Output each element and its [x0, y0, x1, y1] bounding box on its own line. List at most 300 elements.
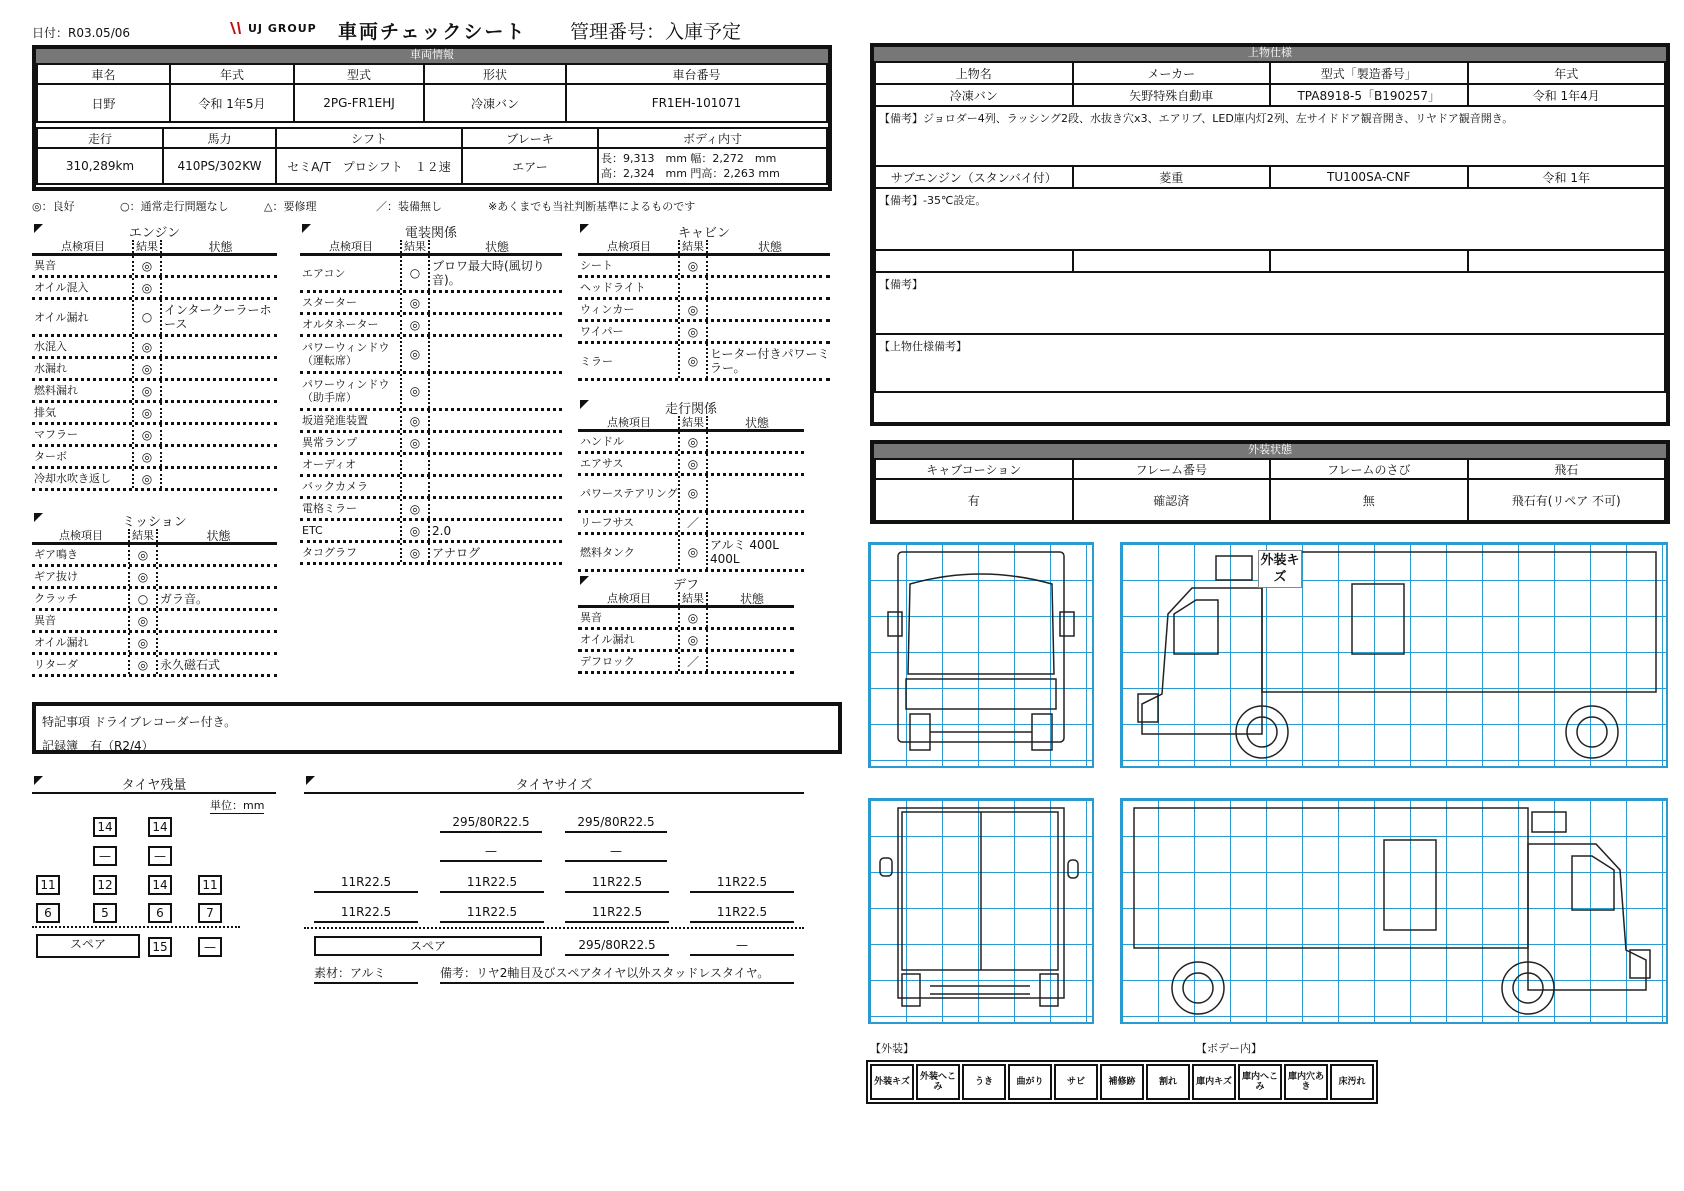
td-body-name: 冷凍バン	[875, 84, 1073, 106]
check-item: オルタネーター	[302, 318, 379, 331]
td-chassis: FR1EH-101071	[566, 84, 827, 122]
th-chipping: 飛石	[1468, 459, 1666, 479]
check-item: パワーウィンドウ（運転席）	[302, 341, 390, 367]
col-result: 結果	[678, 416, 708, 429]
check-result: ◎	[132, 447, 162, 466]
check-row	[300, 374, 562, 411]
check-row	[300, 315, 562, 337]
col-result: 結果	[132, 240, 162, 253]
check-row	[578, 476, 804, 513]
check-result: ◎	[132, 278, 162, 297]
check-result: ◎	[132, 359, 162, 378]
tire-remain-4d: 7	[198, 903, 222, 923]
check-result: ◎	[128, 545, 158, 564]
col-item: 点検項目	[61, 240, 105, 253]
tire-size-3b: 11R22.5	[440, 873, 544, 893]
th-mileage: 走行	[37, 128, 163, 148]
td-car-name: 日野	[37, 84, 170, 122]
td-maker: 矢野特殊自動車	[1073, 84, 1271, 106]
legend-icon-7: 庫内キズ	[1192, 1064, 1236, 1100]
tire-material: 素材：アルミ	[314, 964, 418, 984]
check-row	[32, 589, 277, 611]
check-result: ◎	[132, 425, 162, 444]
legend-icon-3: 曲がり	[1008, 1064, 1052, 1100]
electric-title: 電装関係	[404, 226, 457, 241]
check-row	[578, 256, 830, 278]
td-body-year: 令和 1年4月	[1468, 84, 1666, 106]
th-power: 馬力	[163, 128, 276, 148]
check-result: ◎	[400, 543, 430, 562]
body-note-1: 【備考】ジョロダー4列、ラッシング2段、水抜き穴x3、エアリブ、LED庫内灯2列、左サイドドア観音開き、リヤドア観音開き。	[875, 106, 1665, 166]
col-result: 結果	[678, 240, 708, 253]
tire-size-3a: 11R22.5	[314, 873, 418, 893]
tire-unit: 単位：mm	[210, 799, 265, 812]
check-result: ◎	[678, 300, 708, 319]
check-item: オイル漏れ	[580, 633, 635, 646]
check-result: ◎	[678, 344, 708, 378]
check-row	[300, 543, 562, 565]
legend-icon-5: 補修跡	[1100, 1064, 1144, 1100]
check-item: エアサス	[580, 457, 624, 470]
check-row	[32, 425, 277, 447]
check-row	[32, 256, 277, 278]
col-result: 結果	[400, 240, 430, 253]
tire-divider	[32, 926, 240, 928]
check-result: ○	[400, 256, 430, 290]
legend-icons	[866, 1060, 1378, 1104]
body-spec	[870, 43, 1670, 426]
check-item: オイル混入	[34, 281, 89, 294]
tire-size-title	[304, 774, 804, 794]
check-row	[32, 567, 277, 589]
truck-front-drawing	[870, 544, 1092, 766]
check-row	[578, 300, 830, 322]
triangle-icon	[580, 576, 589, 585]
td-mileage: 310,289km	[37, 148, 163, 184]
check-row	[578, 278, 830, 300]
check-result: ○	[128, 589, 158, 608]
tire-size-2b: —	[565, 842, 667, 862]
td-year: 令和 1年5月	[170, 84, 294, 122]
check-row	[32, 337, 277, 359]
check-result: ◎	[678, 630, 708, 649]
check-result: ◎	[400, 293, 430, 312]
truck-rear-drawing	[870, 800, 1092, 1022]
check-item: オイル漏れ	[34, 636, 89, 649]
tire-remain-4b: 5	[93, 903, 117, 923]
check-result: ◎	[128, 611, 158, 630]
check-status: ヒーター付きパワーミラー。	[710, 347, 830, 375]
check-result: ◎	[400, 433, 430, 452]
legend-icon-2: うき	[962, 1064, 1006, 1100]
td-sub-model: TU100SA-CNF	[1270, 166, 1468, 188]
check-row	[300, 455, 562, 477]
check-item: 燃料漏れ	[34, 384, 78, 397]
col-status: 状態	[484, 240, 509, 253]
legend-icon-9: 庫内穴あき	[1284, 1064, 1328, 1100]
check-result	[678, 278, 708, 297]
th-shift: シフト	[276, 128, 462, 148]
tire-remain-4a: 6	[36, 903, 60, 923]
check-status: アナログ	[432, 545, 481, 560]
body-note-4: 【上物仕様備考】	[875, 334, 1665, 392]
check-result: ◎	[678, 256, 708, 275]
col-status: 状態	[739, 592, 764, 605]
check-row	[578, 535, 804, 572]
check-item: 冷却水吹き返し	[34, 472, 111, 485]
legend-good: ◎：良好	[32, 200, 75, 213]
exterior-title: 外装状態	[874, 444, 1666, 458]
check-row	[300, 337, 562, 374]
check-result: ◎	[400, 374, 430, 408]
triangle-icon	[306, 776, 315, 785]
exterior-status	[870, 440, 1670, 524]
check-item: スターター	[302, 296, 357, 309]
tire-remain-title-text: タイヤ残量	[121, 778, 187, 793]
check-result	[400, 477, 430, 496]
check-result: ◎	[400, 521, 430, 540]
check-row	[300, 293, 562, 315]
check-item: 水漏れ	[34, 362, 67, 375]
col-status: 状態	[744, 416, 769, 429]
td-chipping: 飛石有(リペア 不可)	[1468, 479, 1666, 521]
check-item: リターダ	[34, 658, 78, 671]
date: 日付：R03.05/06	[32, 26, 131, 40]
empty-cell	[1073, 250, 1271, 272]
check-result	[400, 455, 430, 474]
col-item: 点検項目	[607, 592, 651, 605]
col-status: 状態	[208, 240, 233, 253]
check-result: ◎	[678, 454, 708, 473]
mission-title: ミッション	[122, 515, 187, 530]
check-result: ◎	[400, 499, 430, 518]
running-section	[578, 398, 804, 572]
truck-right-side-drawing	[1122, 800, 1666, 1022]
th-shape: 形状	[424, 64, 566, 84]
tire-remain-2-right: —	[148, 846, 172, 866]
tire-remain-3b: 12	[93, 875, 117, 895]
td-sub-year: 令和 1年	[1468, 166, 1666, 188]
th-body-dims: ボディ内寸	[598, 128, 827, 148]
diff-section	[578, 574, 794, 674]
vehicle-table-1	[36, 63, 828, 123]
check-result: ◎	[128, 567, 158, 586]
td-shape: 冷凍バン	[424, 84, 566, 122]
management-number: 管理番号：入庫予定	[570, 21, 742, 43]
check-row	[578, 454, 804, 476]
running-title: 走行関係	[664, 402, 717, 417]
col-status: 状態	[206, 529, 231, 542]
check-row	[578, 608, 794, 630]
check-result: ◎	[132, 381, 162, 400]
tire-size-4a: 11R22.5	[314, 903, 418, 923]
td-power: 410PS/302KW	[163, 148, 276, 184]
right-side-view-diagram	[1120, 798, 1668, 1024]
logo-icon	[228, 20, 244, 36]
check-item: パワーステアリング	[580, 486, 678, 500]
tire-size-1a: 295/80R22.5	[440, 813, 542, 833]
legend-icon-4: サビ	[1054, 1064, 1098, 1100]
tire-size-spare: 295/80R22.5	[565, 936, 669, 956]
check-status: インタークーラーホース	[164, 303, 272, 331]
running-header	[578, 416, 804, 432]
th-chassis: 車台番号	[566, 64, 827, 84]
special-notes-line1: 特記事項 ドライブレコーダー付き。	[42, 715, 237, 729]
check-result: ◎	[678, 322, 708, 341]
tire-remain-3a: 11	[36, 875, 60, 895]
check-result: ◎	[132, 337, 162, 356]
check-row	[300, 477, 562, 499]
electric-header	[300, 240, 562, 256]
col-item: 点検項目	[329, 240, 373, 253]
triangle-icon	[34, 224, 43, 233]
td-serial: TPA8918-5「B190257」	[1270, 84, 1468, 106]
tire-size-spare2: —	[690, 936, 794, 956]
th-body-name: 上物名	[875, 62, 1073, 84]
check-result: ○	[132, 300, 162, 334]
empty-cell	[1270, 250, 1468, 272]
check-item: マフラー	[34, 428, 78, 441]
tire-size-title-text: タイヤサイズ	[515, 778, 593, 793]
legend-ext-label: 【外装】	[870, 1042, 914, 1055]
col-status: 状態	[757, 240, 782, 253]
legend-repair: △：要修理	[264, 200, 317, 213]
tire-remark: 備考：リヤ2軸目及びスペアタイヤ以外スタッドレスタイヤ。	[440, 964, 794, 984]
check-item: 排気	[34, 406, 56, 419]
check-status: 2.0	[432, 523, 452, 538]
body-spec-table	[874, 61, 1666, 393]
body-dims-2: 高：2,324 mm 門高：2,263 mm	[601, 167, 780, 180]
check-row	[578, 652, 794, 674]
check-row	[32, 359, 277, 381]
legend-icon-8: 庫内へこみ	[1238, 1064, 1282, 1100]
logo-text: UJ GROUP	[248, 21, 317, 35]
check-row	[300, 433, 562, 455]
check-item: パワーウィンドウ（助手席）	[302, 378, 390, 404]
legend-normal: ○：通常走行問題なし	[120, 200, 229, 213]
col-result: 結果	[128, 529, 158, 542]
tire-remain-3c: 14	[148, 875, 172, 895]
td-cab-caution: 有	[875, 479, 1073, 521]
th-year: 年式	[170, 64, 294, 84]
td-body-dims	[598, 148, 827, 184]
legend-icon-10: 床汚れ	[1330, 1064, 1374, 1100]
check-item: ウィンカー	[580, 303, 635, 316]
check-result: ◎	[678, 432, 708, 451]
check-result: ◎	[128, 655, 158, 674]
tire-size-1b: 295/80R22.5	[565, 813, 667, 833]
diff-title: デフ	[672, 578, 699, 593]
check-row	[32, 655, 277, 677]
check-row	[300, 411, 562, 433]
check-result: ◎	[400, 337, 430, 371]
legend-icon-0: 外装キズ	[870, 1064, 914, 1100]
check-row	[32, 545, 277, 567]
check-item: リーフサス	[580, 516, 635, 529]
check-row	[578, 322, 830, 344]
check-row	[578, 344, 830, 381]
check-item: 異音	[34, 259, 56, 272]
th-car-name: 車名	[37, 64, 170, 84]
check-row	[32, 611, 277, 633]
engine-title: エンジン	[128, 226, 181, 241]
check-result: ◎	[678, 476, 708, 510]
logo	[228, 20, 317, 36]
check-item: エアコン	[302, 266, 346, 280]
check-status: アルミ 400L 400L	[710, 538, 779, 566]
td-sub-maker: 菱重	[1073, 166, 1271, 188]
check-item: タコグラフ	[302, 546, 357, 559]
check-result: ◎	[400, 411, 430, 430]
check-row	[32, 633, 277, 655]
check-row	[578, 513, 804, 535]
cabin-header	[578, 240, 830, 256]
legend-none: ／：装備無し	[376, 200, 442, 213]
check-item: ミラー	[580, 354, 613, 368]
triangle-icon	[580, 400, 589, 409]
vehicle-info-title: 車両情報	[36, 49, 828, 63]
cabin-section	[578, 222, 830, 381]
tire-remain-3d: 11	[198, 875, 222, 895]
legend-note: ※あくまでも当社判断基準によるものです	[488, 200, 696, 213]
engine-section	[32, 222, 277, 491]
tire-size-2a: —	[440, 842, 542, 862]
triangle-icon	[34, 776, 43, 785]
check-row	[32, 381, 277, 403]
td-model: 2PG-FR1EHJ	[294, 84, 424, 122]
tire-remain-2-left: —	[93, 846, 117, 866]
damage-tag: 外装キズ	[1258, 550, 1302, 588]
td-frame-rust: 無	[1270, 479, 1468, 521]
tire-size-4c: 11R22.5	[565, 903, 669, 923]
th-cab-caution: キャブコーション	[875, 459, 1073, 479]
body-spec-title: 上物仕様	[874, 47, 1666, 61]
electric-section	[300, 222, 562, 565]
tire-remain-4c: 6	[148, 903, 172, 923]
tire-size-spare-label: スペア	[314, 936, 542, 956]
check-item: 水混入	[34, 340, 67, 353]
left-side-view-diagram	[1120, 542, 1668, 768]
check-item: 異常ランプ	[302, 436, 357, 449]
triangle-icon	[34, 513, 43, 522]
col-item: 点検項目	[59, 529, 103, 542]
check-row	[32, 300, 277, 337]
check-result: ◎	[132, 403, 162, 422]
check-item: 電格ミラー	[302, 502, 357, 515]
col-item: 点検項目	[607, 240, 651, 253]
tire-remain-spare-label: スペア	[36, 934, 140, 958]
tire-size-4d: 11R22.5	[690, 903, 794, 923]
check-item: ギア鳴き	[34, 548, 78, 561]
check-item: 坂道発進装置	[302, 414, 368, 427]
check-row	[32, 447, 277, 469]
check-item: ターボ	[34, 450, 67, 463]
check-status: ブロワ最大時(風切り音)。	[432, 259, 545, 287]
td-brake: エアー	[462, 148, 598, 184]
truck-left-side-drawing	[1122, 544, 1666, 766]
check-item: オーディオ	[302, 458, 357, 471]
th-model: 型式	[294, 64, 424, 84]
th-frame-number: フレーム番号	[1073, 459, 1271, 479]
tire-remain-front-right: 14	[148, 817, 172, 837]
mission-header	[32, 529, 277, 545]
check-row	[32, 469, 277, 491]
check-item: シート	[580, 259, 613, 272]
check-item: ギア抜け	[34, 570, 78, 583]
check-item: ヘッドライト	[580, 281, 646, 294]
rear-view-diagram	[868, 798, 1094, 1024]
tire-size-3c: 11R22.5	[565, 873, 669, 893]
legend-icon-1: 外装へこみ	[916, 1064, 960, 1100]
check-row	[578, 630, 794, 652]
empty-cell	[875, 250, 1073, 272]
td-shift: セミA/T プロシフト １２速	[276, 148, 462, 184]
check-status: 永久磁石式	[160, 657, 221, 672]
check-item: ハンドル	[580, 435, 624, 448]
check-row	[300, 521, 562, 543]
check-item: オイル漏れ	[34, 310, 89, 324]
check-item: 異音	[34, 614, 56, 627]
check-result: ／	[678, 513, 708, 532]
front-view-diagram	[868, 542, 1094, 768]
tire-remain-front-left: 14	[93, 817, 117, 837]
tire-remain-title	[32, 774, 276, 794]
check-item: バックカメラ	[302, 480, 368, 493]
td-frame-number: 確認済	[1073, 479, 1271, 521]
check-item: クラッチ	[34, 592, 78, 605]
tire-size-4b: 11R22.5	[440, 903, 544, 923]
check-status: ガラ音。	[160, 591, 209, 606]
triangle-icon	[302, 224, 311, 233]
check-item: ワイパー	[580, 325, 624, 338]
th-body-year: 年式	[1468, 62, 1666, 84]
td-sub-engine: サブエンジン（スタンバイ付）	[875, 166, 1073, 188]
check-row	[300, 256, 562, 293]
check-result: ◎	[400, 315, 430, 334]
mission-section	[32, 511, 277, 677]
check-result: ◎	[128, 633, 158, 652]
tire-size-3d: 11R22.5	[690, 873, 794, 893]
th-brake: ブレーキ	[462, 128, 598, 148]
check-result: ◎	[678, 535, 708, 569]
vehicle-info	[32, 45, 832, 191]
body-dims-1: 長：9,313 mm 幅：2,272 mm	[601, 152, 777, 165]
check-item: デフロック	[580, 655, 635, 668]
vehicle-table-2	[36, 127, 828, 185]
tire-remain-spare: 15	[148, 937, 172, 957]
record-book: 記録簿 有（R2/4）	[42, 739, 154, 753]
diff-header	[578, 592, 794, 608]
empty-cell	[1468, 250, 1666, 272]
check-result: ◎	[678, 608, 708, 627]
check-item: ETC	[302, 524, 323, 537]
legend-body-label: 【ボデー内】	[1196, 1042, 1262, 1055]
check-row	[32, 278, 277, 300]
tire-size-divider	[304, 927, 804, 929]
exterior-table	[874, 458, 1666, 522]
triangle-icon	[580, 224, 589, 233]
check-result: ／	[678, 652, 708, 671]
th-serial: 型式「製造番号」	[1270, 62, 1468, 84]
check-row	[578, 432, 804, 454]
page-title: 車両チェックシート	[338, 21, 527, 43]
body-note-3: 【備考】	[875, 272, 1665, 334]
th-frame-rust: フレームのさび	[1270, 459, 1468, 479]
th-maker: メーカー	[1073, 62, 1271, 84]
check-item: 燃料タンク	[580, 545, 635, 559]
check-item: 異音	[580, 611, 602, 624]
special-notes	[32, 702, 842, 754]
